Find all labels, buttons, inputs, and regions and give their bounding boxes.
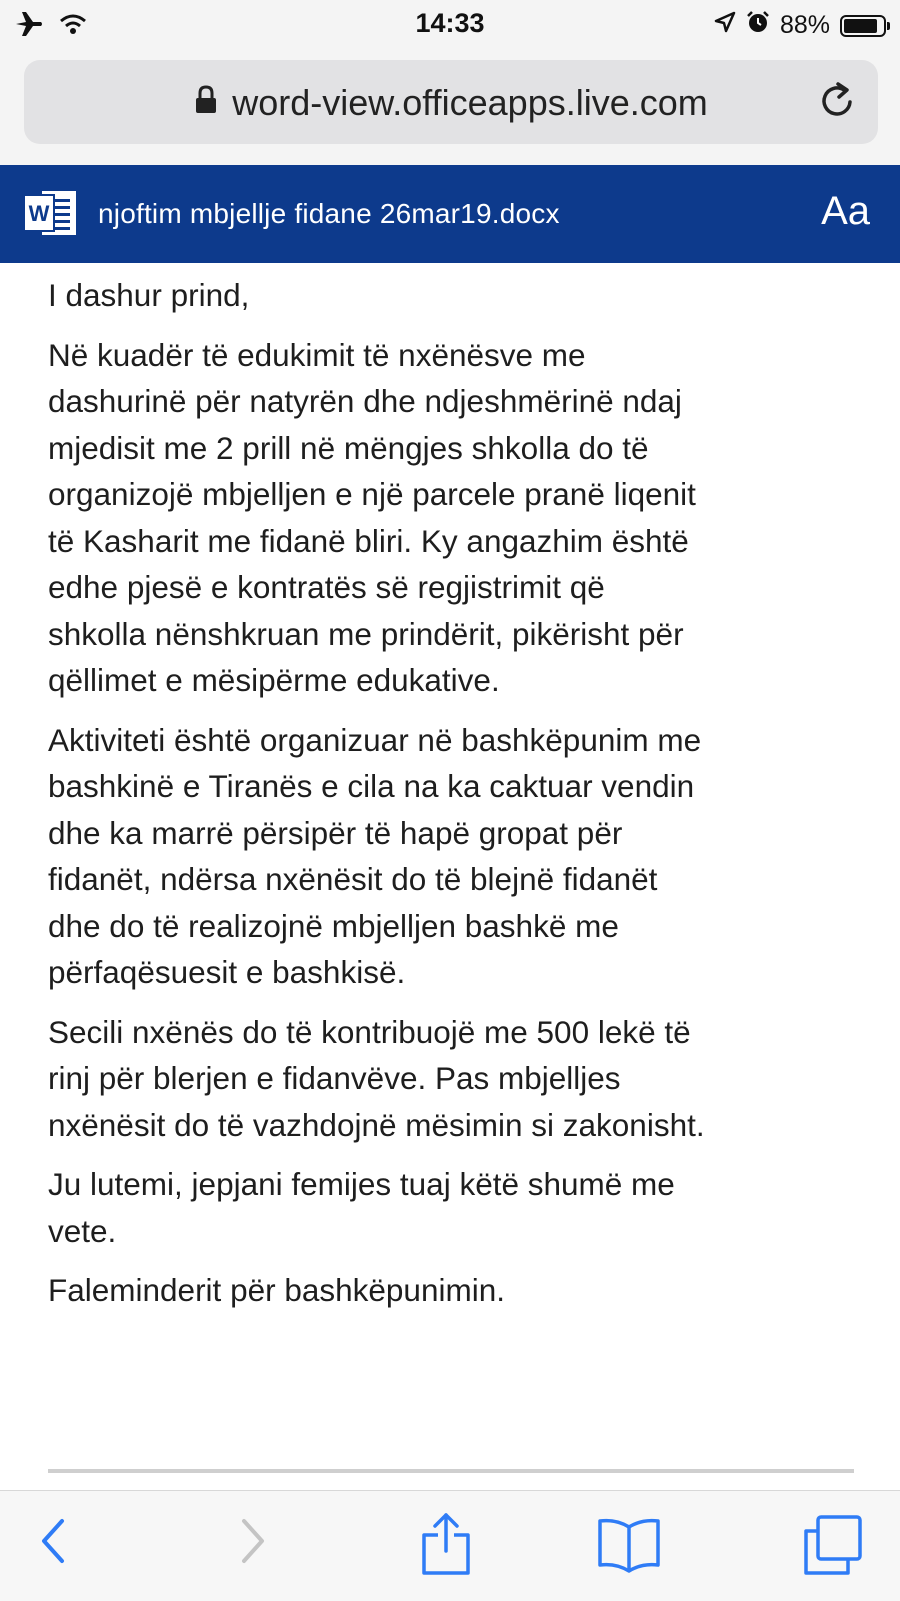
document-end-divider: [48, 1469, 854, 1473]
word-app-icon[interactable]: [22, 187, 78, 244]
closing-paragraph: Faleminderit për bashkëpunimin.: [48, 1272, 505, 1308]
body-paragraph-intro: Në kuadër të edukimit të nxënësve me dashurinë për natyrën dhe ndjeshmërinë ndaj mjedisit me 2 prill në mëngjes shkolla do të organizojë mbjelljen e një parcele pranë liqenit të Kasharit me fidanë bliri. Ky angazhim është edhe pjesë e kontratës së regjistrimit që shkolla nënshkruan me prindërit, pikërisht për qëllimet e mësipërme edukative.: [48, 336, 696, 698]
word-header-bar: [0, 165, 900, 263]
text-size-button[interactable]: Aa: [821, 189, 870, 233]
body-paragraph-contribution: Secili nxënës do të kontribuojë me 500 lekë të rinj për blerjen e fidanvëve. Pas mbjelljes nxënësit do të vazhdojnë mësimin si zakonisht.: [48, 1013, 705, 1143]
battery-icon: [840, 15, 886, 37]
greeting-paragraph: I dashur prind,: [48, 277, 250, 313]
tabs-icon[interactable]: [800, 1513, 866, 1582]
bookmarks-icon[interactable]: [594, 1513, 664, 1578]
forward-icon[interactable]: [232, 1513, 272, 1574]
status-bar: [0, 0, 900, 50]
address-content[interactable]: [24, 82, 878, 124]
battery-percentage: 88%: [779, 11, 830, 39]
url-text[interactable]: word-view.officeapps.live.com: [232, 82, 708, 123]
battery-level-fill: [844, 19, 877, 33]
address-bar[interactable]: [24, 60, 878, 144]
word-icon-letter: W: [28, 201, 50, 226]
browser-address-area: [0, 50, 900, 165]
back-icon[interactable]: [34, 1513, 74, 1574]
status-right-group: [714, 10, 886, 41]
reload-icon[interactable]: [818, 80, 858, 127]
document-title: njoftim mbjellje fidane 26mar19.docx: [98, 198, 560, 229]
body-paragraph-activity: Aktiviteti është organizuar në bashkëpunim me bashkinë e Tiranës e cila na ka caktuar vendin dhe ka marrë përsipër të hapë gropat për fidanët, ndërsa nxënësit do të blejnë fidanët dhe do të realizojnë mbjelljen bashkë me përfaqësuesit e bashkisë.: [48, 721, 702, 990]
browser-toolbar: [0, 1490, 900, 1601]
body-paragraph-request: Ju lutemi, jepjani femijes tuaj këtë shumë me vete.: [48, 1166, 675, 1249]
status-time: 14:33: [415, 8, 485, 38]
share-icon[interactable]: [418, 1513, 474, 1582]
alarm-icon: [746, 10, 770, 41]
document-body: [48, 272, 868, 1327]
location-arrow-icon: [714, 11, 736, 40]
lock-icon: [194, 82, 218, 124]
